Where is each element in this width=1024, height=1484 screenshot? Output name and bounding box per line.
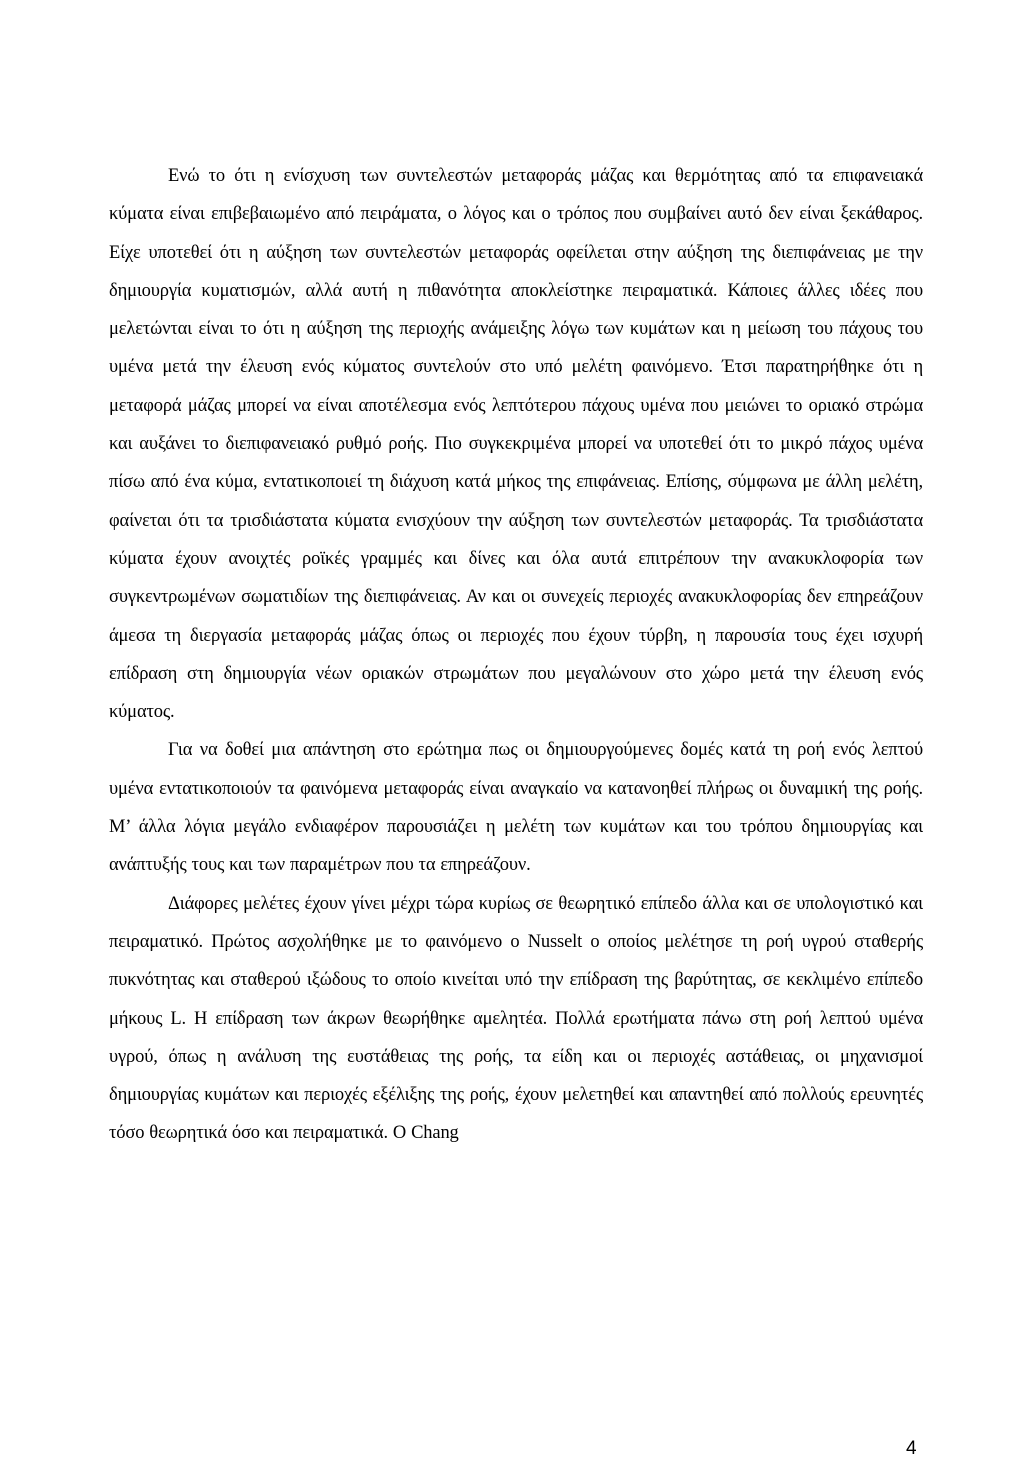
paragraph-3: Διάφορες μελέτες έχουν γίνει μέχρι τώρα κυρίως σε θεωρητικό επίπεδο άλλα και σε υπολογιστικό και πειραματικό. Πρώτος ασχολήθηκε με το φαινόμενο ο Nusselt ο οποίος μελέτησε τη ροή υγρού σταθερής πυκνότητας και σταθερού ιξώδους το οποίο κινείται υπό την επίδραση της βαρύτητας, σε κεκλιμένο επίπεδο μήκους L. Η επίδραση των άκρων θεωρήθηκε αμελητέα. Πολλά ερωτήματα πάνω στη ροή λεπτού υμένα υγρού, όπως η ανάλυση της ευστάθειας της ροής, τα είδη και οι περιοχές αστάθειας, οι μηχανισμοί δημιουργίας κυμάτων και περιοχές εξέλιξης της ροής, έχουν μελετηθεί και απαντηθεί από πολλούς ερευνητές τόσο θεωρητικά όσο και πειραματικά. Ο Chang [109,893,923,1144]
page-number: 4 [906,1438,917,1459]
paragraph-1: Ενώ το ότι η ενίσχυση των συντελεστών μεταφοράς μάζας και θερμότητας από τα επιφανειακά κύματα είναι επιβεβαιωμένο από πειράματα, ο λόγος και ο τρόπος που συμβαίνει αυτό δεν είναι ξεκάθαρος. Είχε υποτεθεί ότι η αύξηση των συντελεστών μεταφοράς οφείλεται στην αύξηση της διεπιφάνειας με την δημιουργία κυματισμών, αλλά αυτή η πιθανότητα αποκλείστηκε πειραματικά. Κάποιες άλλες ιδέες που μελετώνται είναι το ότι η αύξηση της περιοχής ανάμειξης λόγω των κυμάτων και η μείωση του πάχους του υμένα μετά την έλευση ενός κύματος συντελούν στο υπό μελέτη φαινόμενο. Έτσι παρατηρήθηκε ότι η μεταφορά μάζας μπορεί να είναι αποτέλεσμα ενός λεπτότερου πάχους υμένα που μειώνει το οριακό στρώμα και αυξάνει το διεπιφανειακό ρυθμό ροής. Πιο συγκεκριμένα μπορεί να υποτεθεί ότι το μικρό πάχος υμένα πίσω από ένα κύμα, εντατικοποιεί τη διάχυση κατά μήκος της επιφάνειας. Επίσης, σύμφωνα με άλλη μελέτη, φαίνεται ότι τα τρισδιάστατα κύματα ενισχύουν την αύξηση των συντελεστών μεταφοράς. Τα τρισδιάστατα κύματα έχουν ανοιχτές ροϊκές γραμμές και δίνες και όλα αυτά επιτρέπουν την ανακυκλοφορία των συγκεντρωμένων σωματιδίων της διεπιφάνειας. Αν και οι συνεχείς περιοχές ανακυκλοφορίας δεν επηρεάζουν άμεσα τη διεργασία μεταφοράς μάζας όπως οι περιοχές που έχουν τύρβη, η παρουσία τους έχει ισχυρή επίδραση στη δημιουργία νέων οριακών στρωμάτων που μεγαλώνουν στο χώρο μετά την έλευση ενός κύματος. [109,166,923,723]
document-body [109,157,923,1153]
paragraph-2: Για να δοθεί μια απάντηση στο ερώτημα πως οι δημιουργούμενες δομές κατά τη ροή ενός λεπτού υμένα εντατικοποιούν τα φαινόμενα μεταφοράς είναι αναγκαίο να κατανοηθεί πλήρως οι δυναμική της ροής. Μ’ άλλα λόγια μεγάλο ενδιαφέρον παρουσιάζει η μελέτη των κυμάτων και του τρόπου δημιουργίας και ανάπτυξής τους και των παραμέτρων που τα επηρεάζουν. [109,740,923,876]
